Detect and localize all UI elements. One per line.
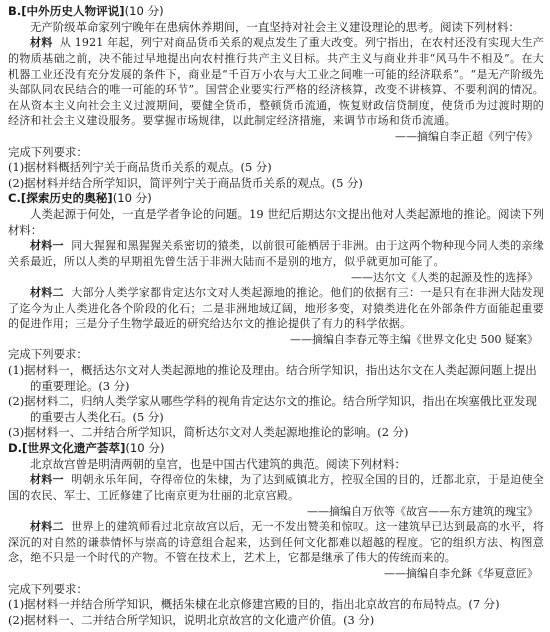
section-letter: B. (8, 4, 22, 18)
section-title: [世界文化遗产荟萃] (22, 441, 126, 456)
question-item: (1)据材料一，概括达尔文对人类起源地的推论及理由。结合所学知识，指出达尔文在人类起源问题上提出的重要理论。(3 分) (8, 363, 537, 393)
material-text: 从 1921 年起，列宁对商品货币关系的观点发生了重大改变。列宁指出，在农村还没有实现大生产的物质基础之前，决不能过早地提出向农村推行共产主义目标。共产主义与商业并非“风马牛不相及”。在大机器工业还没有充分发展的条件下，商业是“千百万小农与大工业之间唯一可能的经济联系”。“是无产阶级先头部队同农民结合的唯一可能的环节”。国营企业要实行严格的经济核算，改变不讲核算、不要利润的情况。在从资本主义向社会主义过渡期间，要健全货币，整顿货币流通，恢复财政信贷制度，使货币为过渡时期的经济和社会主义建设服务。要掌握市场规律，以此制定经济措施，来调节市场和货币流通。 (8, 36, 544, 128)
material-source: ——摘编自李正超《列宁传》 (395, 129, 538, 143)
section-b-header (8, 4, 544, 20)
material-label: 材料二 (30, 286, 64, 300)
material-paragraph (8, 519, 544, 566)
material-label: 材料 (30, 36, 53, 50)
task-instruction: 完成下列要求： (8, 144, 88, 159)
material-text: 同大猩猩和黑猩猩关系密切的猿类，以前很可能栖居于非洲。由于这两个物种现今同人类的亲缘关系最近，所以人类的早期祖先曾生活于非洲大陆而不是别的地方，似乎就更加可能了。 (8, 239, 544, 268)
material-paragraph (8, 285, 544, 332)
section-d (8, 441, 544, 628)
material-source: ——摘编自李春元等主编《世界文化史 500 疑案》 (290, 332, 538, 346)
section-b (8, 4, 544, 191)
material-text: 大部分人类学家都肯定达尔文对人类起源地的推论。他们的依据有三：一是只有在非洲大陆发现了迄今为止人类进化各个阶段的化石；二是非洲地域辽阔，地形多变，对猿类进化在外部条件方面能起重要的促进作用；三是分子生物学最近的研究给达尔文的推论提供了有力的科学依据。 (8, 286, 544, 331)
question-item: (2)据材料二，归纳人类学家从哪些学科的视角肯定达尔文的推论。结合所学知识，指出在埃塞俄比亚发现的重要古人类化石。(5 分) (8, 394, 537, 424)
material-source: ——摘编自万依等《故宫——东方建筑的瑰宝》 (307, 504, 538, 518)
section-d-header (8, 441, 544, 457)
question-item: (1)据材料概括列宁关于商品货币关系的观点。(5 分) (8, 160, 272, 175)
material-source: ——摘编自李允鉌《华夏意匠》 (384, 566, 538, 580)
question-item: (2)据材料并结合所学知识，简评列宁关于商品货币关系的观点。(5 分) (8, 175, 363, 190)
section-intro: 北京故宫曾是明清两朝的皇宫，也是中国古代建筑的典范。阅读下列材料： (30, 456, 406, 471)
material-label: 材料一 (30, 473, 64, 487)
material-paragraph (8, 35, 544, 129)
section-letter: C. (8, 191, 21, 206)
material-text: 明朝永乐年间，夺得帝位的朱棣，为了达到威镇北方，控驭全国的目的，迁都北京，于是迫使全国的农民、军士、工匠修建了比南京更为壮丽的北京宫殿。 (8, 473, 544, 503)
section-score: (10 分) (112, 191, 152, 206)
task-instruction: 完成下列要求： (8, 581, 88, 596)
section-title: [中外历史人物评说] (21, 4, 125, 18)
material-label: 材料一 (30, 239, 64, 253)
material-label: 材料二 (30, 520, 64, 534)
question-item: (3)据材料一、二并结合所学知识，简析达尔文对人类起源地推论的影响。(2 分) (8, 425, 409, 440)
section-letter: D. (8, 441, 23, 456)
section-title: [探索历史的奥秘] (20, 191, 113, 206)
section-c (8, 191, 544, 441)
section-score: (10 分) (124, 4, 164, 18)
material-paragraph (8, 238, 544, 269)
section-score: (10 分) (125, 441, 165, 456)
material-source: ——达尔文《人类的起源及性的选择》 (351, 270, 538, 284)
section-c-header (8, 191, 544, 207)
task-instruction: 完成下列要求： (8, 347, 88, 362)
question-item: (2)据材料一、二并结合所学知识，说明北京故宫的文化遗产价值。(3 分) (8, 612, 375, 627)
material-paragraph (8, 472, 544, 503)
section-intro: 人类起源于何处，一直是学者争论的问题。19 世纪后期达尔文提出他对人类起源地的推论。阅读下列材料： (8, 207, 544, 237)
material-text: 世界上的建筑师看过北京故宫以后，无一不发出赞美和惊叹。这一建筑早已达到最高的水平，将深沉的对自然的谦恭情怀与崇高的诗意组合起来，达到任何文化都难以超越的程度。它的组织方法、构图意念，绝不只是一个时代的产物。不管在技术上，艺术上，它都是继承了伟大的传统而来的。 (8, 520, 544, 565)
question-item: (1)据材料一并结合所学知识，概括朱棣在北京修建宫殿的目的，指出北京故宫的布局特点。(7 分) (8, 597, 500, 612)
section-intro: 无产阶级革命家列宁晚年在患病休养期间，一直坚持对社会主义建设理论的思考。阅读下列材料： (30, 19, 520, 34)
